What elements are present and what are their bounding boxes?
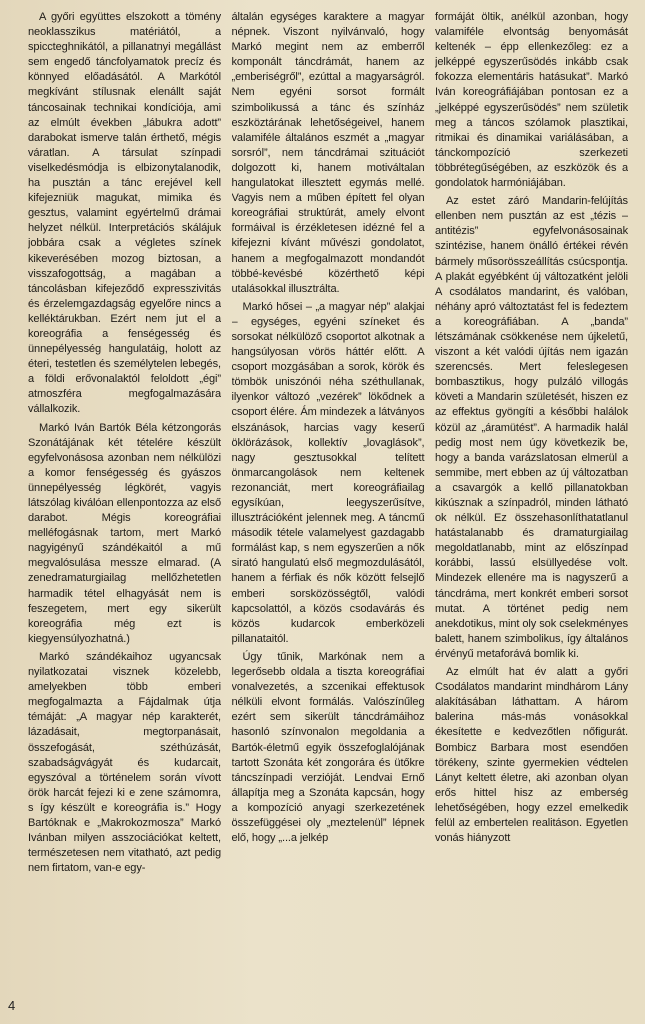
paragraph: Úgy tűnik, Markónak nem a legerősebb oldala a tiszta koreográfiai vonalvezetés, a szcenikai effektusok nélküli elvont formálás. Valószínűleg ezért sem sikerült táncdrámáihoz hasonló színvonalon megoldania a Bartók-életmű egyik összefoglalójának tartott Szonáta két zongorára és ütőkre táncszínpadi verzióját. Lendvai Ernő állapítja meg a Szonáta kapcsán, hogy a kompozíció anyagi szerkezetének összefüggései oly „meztelenül” lépnek elő, hogy „...a jelkép [231,650,425,845]
page-number: 4 [8,998,16,1013]
column-2 [232,10,425,1002]
paragraph: Markó hősei – „a magyar nép” alakjai – egységes, egyéni színeket és sorsokat nélkülöző csoportot alkotnak a hangsúlyosan vörös háttér előtt. A csoport mozgásában a sorok, körök és tömbök uniszónói néha széthullanak, ilyenkor változó „vezérek” lökődnek a csoport élére. Ám mindezek a látványos elszánások, harcias vagy keserű öklörázások, kollektív „lovaglások”, nagy gesztusokkal telített önmarcangolások nem keltenek rezonanciát, mert koreográfiailag egysíkúan, leegyszerűsítve, illusztrációként jelennek meg. A táncmű második tétele valamelyest gazdagabb formálást kap, s nem egyszerűen a nők sirató hangulatú első megmozdulásától, hanem a férfiak és nők között felsejlő emberi sorsközösségtől, valódi kapcsolattól, a közös csodavárás és közös kudarcok emberközeli pillanataitól. [231,300,425,645]
column-1 [28,10,221,1002]
text-columns [28,10,628,1002]
column-3 [435,10,628,1002]
paragraph: Markó szándékaihoz ugyancsak nyilatkozatai visznek közelebb, amelyekben több emberi megfogalmazta a Fájdalmak útja témáját: „A magyar nép karakterét, lázadásait, megtorpanásait, összefogását, széthúzását, szabadságvágyát és kudarcait, egyszóval a történelem során vívott örök harcát fejezi ki e zene számomra, s így készült e koreográfia is.” Hogy Bartóknak e „Makrokozmosza” Markó Ivánban milyen asszociációkat keltett, természetesen nem vitatható, azt pedig nem firtatom, van-e egy- [28,650,221,875]
paragraph: A győri együttes elszokott a tömény neoklasszikus matériától, a spiccteghnikától, a pillanatnyi megállást sem engedő táncfolyamatok precíz és könnyed előadásától. A Markótól megkívánt stílusnak elenállt saját táncosainak technikai kondíciója, ami az elmúlt években „lábukra adott” darabokat ismerve talán érthető, mégis váratlan. A társulat színpadi viselkedésmódja is elbizonytalanodik, ha pusztán a tánc erejével kell kifejezniük magukat, mimika és gesztus, valamint egyértelmű drámai helyzet nélkül. Interpretációs skálájuk jobbára csak a végletes színek kikeverésében mozog biztosan, a visszafogottság, a magában a táncolásban kifejeződő expresszivitás és érzelemgazdagság egyelőre nincs a kelléktárukban. Ezért nem jut el a koreográfia a fenségesség és ünnepélyesség hangulatáig, holott az éteri, testetlen és személytelen lebegés, a földi erővonalaktól feloldott „égi” atmoszféra megfogalmazására vállalkozik. [28,11,221,416]
paragraph: Az elmúlt hat év alatt a győri Csodálatos mandarint mindhárom Lány alakításában láthattam. A három balerina más-más vonásokkal ékesítette e kedvezőtlen nőfigurát. Bombicz Barbara most esendően törékeny, szinte gyermekien védtelen Lányt keltett életre, aki azonban olyan erős hittel hisz az emberség lehetőségében, hogy ezzel emelkedik felül az embertelen realitáson. Egyetlen vonás hiányzott [435,666,628,845]
paragraph: Az estet záró Mandarin-felújítás ellenben nem pusztán az est „tézis – antitézis” egyfelvonásosainak szintézise, hanem önálló értékei révén bármely műsorösszeállítás csúcspontja. A plakát egyébként új változatként jelöli A csodálatos mandarint, és valóban, néhány apró változtatást fel is fedeztem a koreográfiában. A „banda” létszámának csökkenése nem újkeletű, viszont a két valódi újítás nem igazán szerencsés. Mert feleslegesen bombasztikus, hogy pulzáló villogás követi a Mandarin születését, hiszen ez az effektus gyöngíti a későbbi halálok közül az „áramütést”. A harmadik halál pedig most nem úgy következik be, hogy a banda varázslatosan elmerül a semmibe, mert ebben az új változatban a csavargók a kellő pillanatokban kikúsznak a színpadról, minden látható ok nélkül. Ez összehasonlíthatatlanul hatástalanabb és dramaturgiailag megoldatlanabb, mint az előszínpad korábbi, lassú elsüllyedése volt. Mindezek ellenére ma is nagyszerű a táncdráma, mert konkrét emberi sorsot mutat. A történet pedig nem anekdotikus, mint oly sok cselekményes balett, hanem szimbolikus, így általános érvényű metaforává bomlik ki. [435,195,628,660]
paragraph: általán egységes karaktere a magyar népnek. Viszont nyilvánvaló, hogy Markó megint nem az emberről komponált táncdrámát, hanem az „emberiségről”, ezúttal a magyarságról. Nem egyéni sorsot formált szimbolikussá a tánc és színház eszköztárának lehetőségeivel, hanem valamiféle általános eszmét a „magyar sorsról”, nem táncdrámai szituációt dolgozott ki, hanem motiváltalan hangulatokat illesztett egymás mellé. Vagyis nem a műben épített fel olyan koreográfiai struktúrát, amely elvont formáival is érzékletesen idézné fel a kifejezni kívánt művészi gondolatot, hanem a megfogalmazott mondandót többé-kevésbé közérthető képi utalásokkal illusztrálta. [231,11,425,295]
paragraph: formáját öltik, anélkül azonban, hogy valamiféle elvontság benyomását keltenék – épp ellenkezőleg: ez a jelképpé egyszerűsödés inkább csak fokozza elementáris hatásukat”. Markó Iván koreográfiájában pontosan ez a „jelképpé egyszerűsödés” nem születik meg a táncos szólamok plasztikai, ritmikai és dinamikai variálásában, a tánckompozíció szerkezeti többrétegűségében, az eszközök és a gondolatok harmóniájában. [435,11,628,190]
paragraph: Markó Iván Bartók Béla kétzongorás Szonátájának két tételére készült egyfelvonásosa azonban nem nélkülözi a komor fenségesség és gyászos ünnepélyesség légkörét, vagyis látszólag kiválóan ellenpontozza az első darabot. Mégis koreográfiai melléfogásnak tartom, mert Markó nagyigényű szándékaitól a mű megvalósulása messze elmarad. (A zenedramaturgiailag mellőzhetetlen harmadik tétel elhagyását nem is feszegetem, mert egy sikerült koreográfia még ezt is kiegyensúlyozhatná.) [28,421,221,645]
